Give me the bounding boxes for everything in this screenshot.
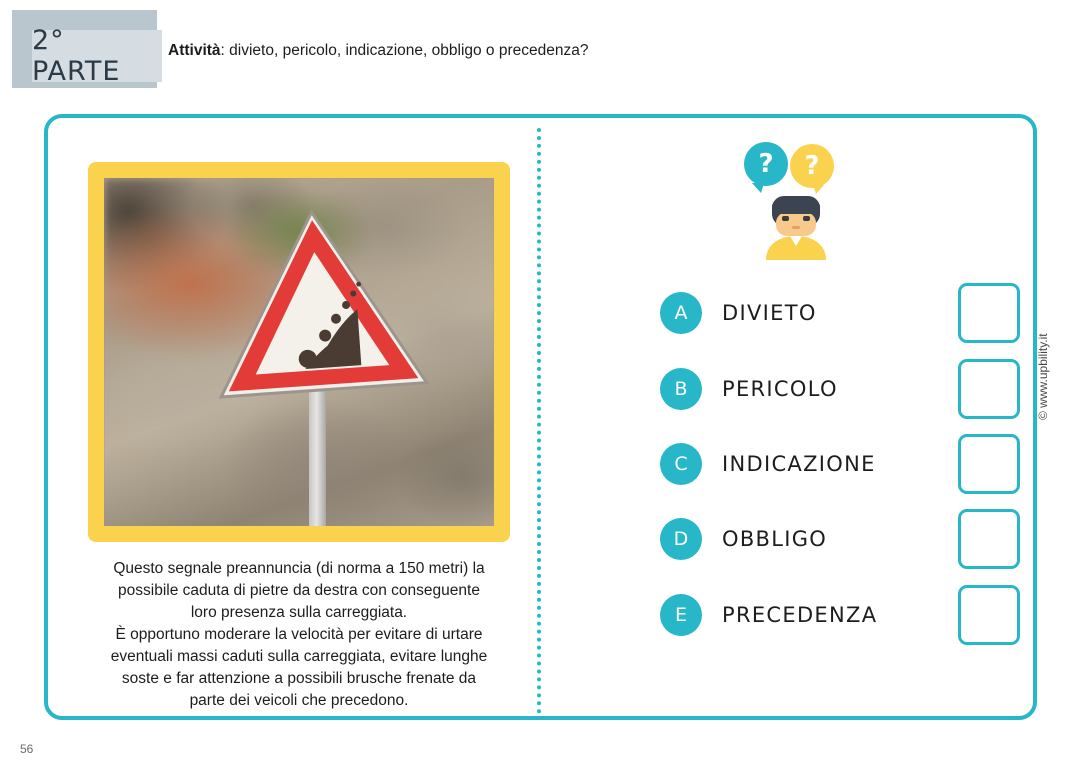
option-checkbox-b[interactable]	[958, 359, 1020, 419]
activity-label: Attività	[168, 42, 221, 59]
option-letter-e: E	[660, 594, 702, 636]
section-tab-shadow	[12, 10, 157, 88]
question-bubble-right	[790, 144, 834, 188]
caption-line: soste e far attenzione a possibili brusche frenate da	[121, 670, 477, 687]
question-bubble-left	[744, 142, 788, 186]
option-row-a[interactable]	[660, 282, 1020, 344]
option-label-e: PRECEDENZA	[722, 603, 878, 627]
section-tab	[32, 25, 162, 87]
option-row-b[interactable]	[660, 358, 1020, 420]
caption-line: È opportuno moderare la velocità per evitare di urtare	[115, 626, 483, 643]
option-checkbox-a[interactable]	[958, 283, 1020, 343]
option-checkbox-c[interactable]	[958, 434, 1020, 494]
question-mark-right: ?	[804, 151, 820, 181]
caption-line: loro presenza sulla carreggiata.	[190, 604, 408, 621]
option-checkbox-d[interactable]	[958, 509, 1020, 569]
caption-line: possibile caduta di pietre da destra con conseguente	[118, 582, 480, 599]
option-label-d: OBBLIGO	[722, 527, 828, 551]
section-tab-label: 2° PARTE	[32, 25, 121, 87]
option-label-a: DIVIETO	[722, 301, 817, 325]
caption-line: parte dei veicoli che precedono.	[189, 692, 409, 709]
option-row-e[interactable]	[660, 584, 1020, 646]
sign-description	[78, 558, 520, 712]
activity-instruction	[168, 42, 588, 60]
vertical-dotted-divider	[537, 128, 541, 714]
activity-text: : divieto, pericolo, indicazione, obbligo o precedenza?	[220, 42, 589, 59]
option-row-c[interactable]	[660, 433, 1020, 495]
thinking-child-illustration	[738, 142, 858, 262]
falling-rocks-sign-icon	[207, 200, 429, 400]
option-checkbox-e[interactable]	[958, 585, 1020, 645]
exercise-card	[44, 114, 1037, 720]
copyright-notice: © www.upbility.it	[1036, 333, 1050, 420]
road-sign-photo	[104, 178, 494, 526]
caption-line: Questo segnale preannuncia (di norma a 150 metri) la	[113, 560, 485, 577]
option-label-b: PERICOLO	[722, 377, 838, 401]
option-row-d[interactable]	[660, 508, 1020, 570]
page-number: 56	[20, 742, 34, 756]
caption-line: eventuali massi caduti sulla carreggiata, evitare lunghe	[110, 648, 488, 665]
option-label-c: INDICAZIONE	[722, 452, 876, 476]
option-letter-d: D	[660, 518, 702, 560]
photo-frame	[88, 162, 510, 542]
option-letter-c: C	[660, 443, 702, 485]
question-mark-left: ?	[758, 149, 774, 179]
option-letter-b: B	[660, 368, 702, 410]
child-avatar-icon	[760, 194, 832, 260]
option-letter-a: A	[660, 292, 702, 334]
